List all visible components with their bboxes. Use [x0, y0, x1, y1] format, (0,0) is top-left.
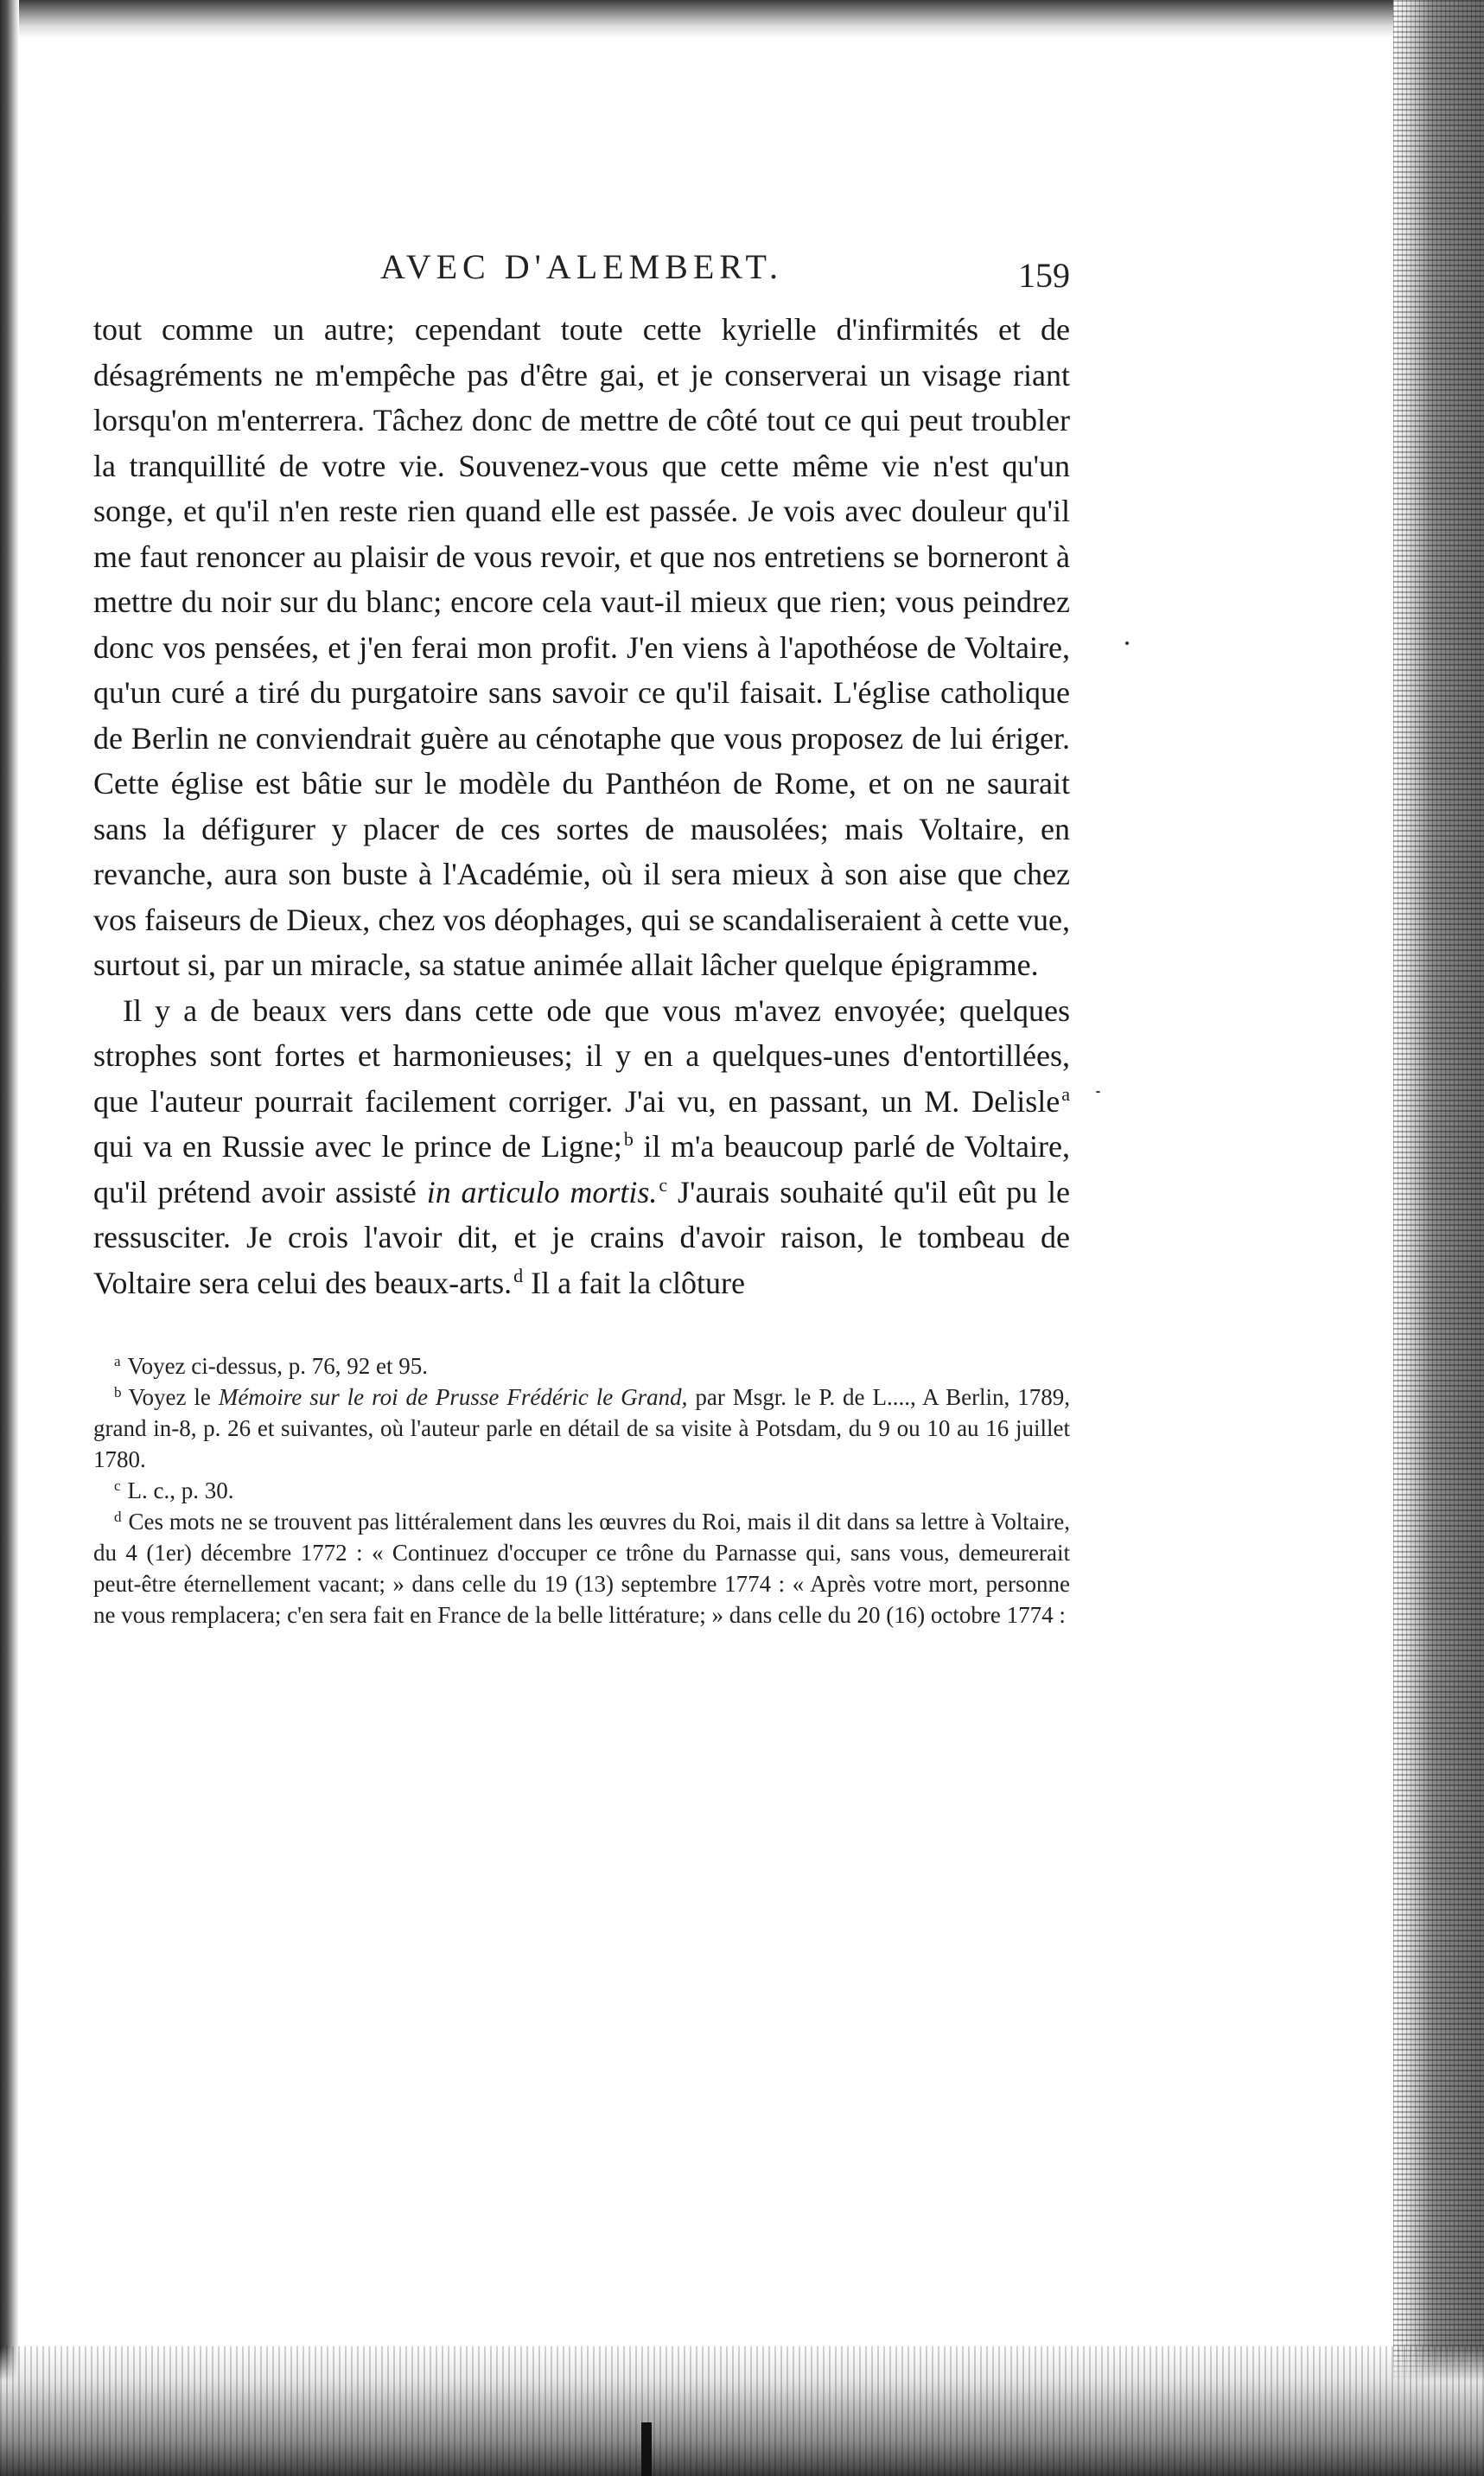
footnote-mark-b: b [114, 1384, 122, 1401]
footnotes [93, 1350, 1070, 1630]
footnote-ref-c: c [659, 1173, 668, 1196]
footnote-b-text-2: par Msgr. le P. de L...., A Berlin, 1789, grand in-8, p. 26 et suivantes, où l'auteur parle en détail de sa visite à Potsdam, du 9 ou 10 au 16 juillet 1780. [93, 1384, 1070, 1472]
footnote-d-text: Ces mots ne se trouvent pas littéralement dans les œuvres du Roi, mais il dit dans sa lettre à Voltaire, du 4 (1er) décembre 1772 : « Continuez d'occuper ce trône du Parnasse qui, sans vous, demeurerait peut-être éternellement vacant; » dans celle du 19 (13) septembre 1774 : « Après votre mort, personne ne vous remplacera; c'en sera fait en France de la belle littérature; » dans celle du 20 (16) octobre 1774 : [93, 1509, 1070, 1628]
footnote-a [93, 1350, 1070, 1382]
footnote-c [93, 1475, 1070, 1506]
footnote-ref-d: d [513, 1264, 524, 1286]
book-page [93, 246, 1070, 1630]
scan-binding-mark [641, 2422, 652, 2476]
latin-phrase: in articulo mortis. [426, 1174, 658, 1209]
running-head [93, 246, 1070, 307]
footnote-d [93, 1506, 1070, 1630]
body-text [93, 307, 1070, 1305]
paragraph-2-text-1: Il y a de beaux vers dans cette ode que vous m'avez envoyée; quelques strophes sont fortes et harmonieuses; il y en a quelques-unes d'entortillées, que l'auteur pourrait facilement corriger. J'ai vu, en passant, un M. Delisle [93, 992, 1070, 1119]
paragraph-2-text-5: Il a fait la clôture [523, 1265, 746, 1300]
scan-edge-bottom [0, 2346, 1484, 2476]
running-head-title: AVEC D'ALEMBERT. [380, 247, 783, 286]
paragraph-2-text-3: il m'a beaucoup parlé de Voltaire, qu'il prétend avoir assisté [93, 1129, 1070, 1209]
footnote-mark-d: d [114, 1509, 122, 1525]
footnote-ref-a: a [1061, 1082, 1070, 1105]
footnote-b [93, 1382, 1070, 1475]
footnote-mark-a: a [114, 1353, 121, 1369]
paragraph-2-text-2: qui va en Russie avec le prince de Ligne; [93, 1129, 622, 1164]
scan-edge-top [0, 0, 1484, 38]
paragraph-1: tout comme un autre; cependant toute cette kyrielle d'infirmités et de désagréments ne m'empêche pas d'être gai, et je conserverai un visage riant lorsqu'on m'enterrera. Tâchez donc de mettre de côté tout ce qui peut troubler la tranquillité de votre vie. Souvenez-vous que cette même vie n'est qu'un songe, et qu'il n'en reste rien quand elle est passée. Je vois avec douleur qu'il me faut renoncer au plaisir de vous revoir, et que nos entretiens se borneront à mettre du noir sur du blanc; encore cela vaut-il mieux que rien; vous peindrez donc vos pensées, et j'en ferai mon profit. J'en viens à l'apothéose de Voltaire, qu'un curé a tiré du purgatoire sans savoir ce qu'il faisait. L'église catholique de Berlin ne conviendrait guère au cénotaphe que vous proposez de lui ériger. Cette église est bâtie sur le modèle du Panthéon de Rome, et on ne saurait sans la défigurer y placer de ces sortes de mausolées; mais Voltaire, en revanche, aura son buste à l'Académie, où il sera mieux à son aise que chez vos faiseurs de Dieux, chez vos déophages, qui se scandaliseraient à cette vue, surtout si, par un miracle, sa statue animée allait lâcher quelque épigramme. [93, 312, 1070, 982]
scan-edge-right [1393, 0, 1484, 2476]
footnote-ref-b: b [623, 1128, 634, 1150]
footnote-c-text: L. c., p. 30. [127, 1477, 234, 1503]
footnote-b-text-1: Voyez le [128, 1384, 219, 1410]
page-number: 159 [1018, 256, 1070, 295]
footnote-b-title: Mémoire sur le roi de Prusse Frédéric le Grand, [218, 1384, 688, 1410]
paragraph-2-text-4: J'aurais souhaité qu'il eût pu le ressusciter. Je crois l'avoir dit, et je crains d'avoir raison, le tombeau de Voltaire sera celui des beaux-arts. [93, 1174, 1070, 1300]
paragraph-2 [93, 988, 1070, 1306]
footnote-mark-c: c [114, 1477, 121, 1494]
scan-edge-left [0, 0, 19, 2476]
footnote-a-text: Voyez ci-dessus, p. 76, 92 et 95. [127, 1353, 429, 1379]
